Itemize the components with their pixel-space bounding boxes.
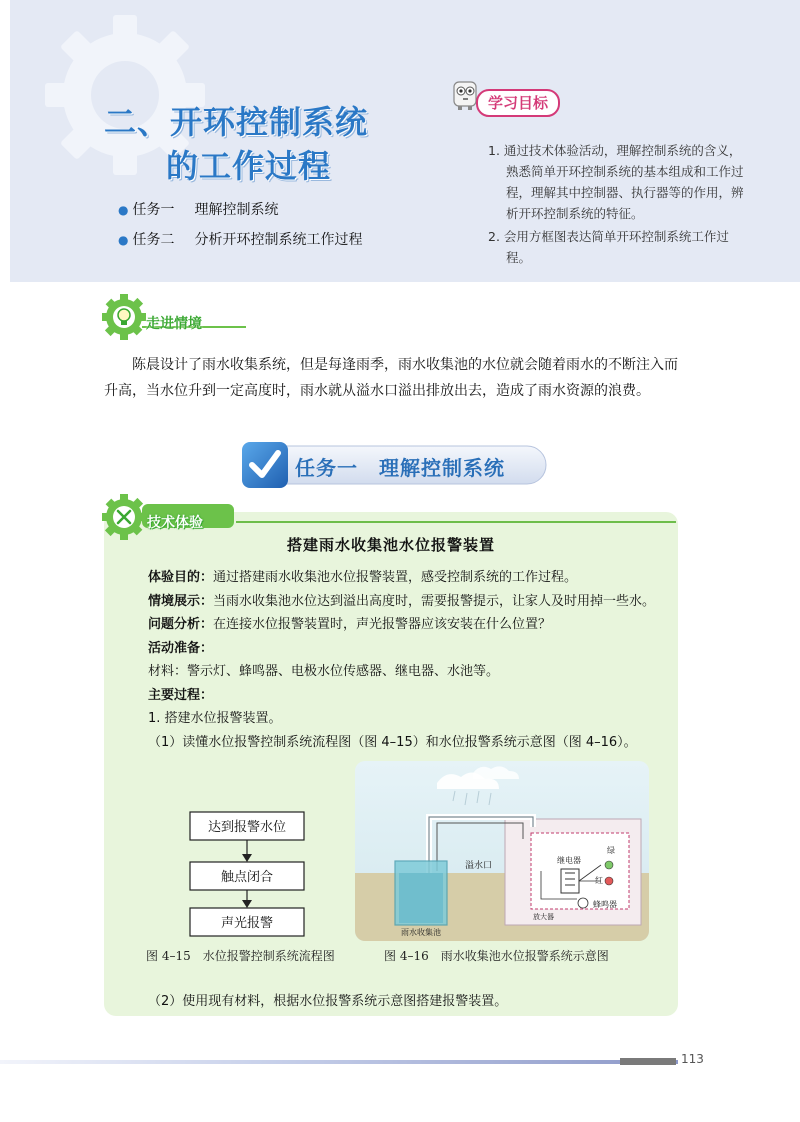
- green-light-icon: [605, 861, 613, 869]
- divider: [236, 521, 676, 523]
- question-row: [148, 613, 668, 637]
- footer-bar: [620, 1058, 676, 1065]
- figure-caption: 图 4–15 水位报警控制系统流程图: [146, 949, 335, 963]
- relay-label: 继电器: [557, 856, 581, 865]
- prep-label: 活动准备：: [148, 640, 214, 656]
- page-title: [104, 100, 368, 188]
- step-1-2: （2）使用现有材料，根据水位报警系统示意图搭建报警装置。: [148, 994, 508, 1009]
- purpose-row: [148, 566, 668, 590]
- schematic-illustration: [355, 761, 649, 941]
- situation-label: 情境展示：: [148, 593, 214, 609]
- task-number: 任务二: [132, 232, 175, 248]
- pool-label: 雨水收集池: [401, 928, 441, 937]
- task-number: 任务一: [132, 202, 175, 218]
- buzzer-label: 蜂鸣器: [593, 900, 617, 909]
- flow-box-label: 声光报警: [220, 916, 274, 931]
- purpose-label: 体验目的：: [148, 570, 214, 585]
- materials-row: 材料：警示灯、蜂鸣器、电极水位传感器、继电器、水池等。: [148, 664, 500, 679]
- list-item: [118, 225, 362, 255]
- list-item: 2. 会用方框图表达简单开环控制系统工作过程。: [488, 229, 729, 265]
- amplifier-label: 放大器: [533, 913, 554, 921]
- step-1: 1. 搭建水位报警装置。: [148, 711, 282, 726]
- situation-row: [148, 590, 668, 614]
- list-item: 1. 通过技术体验活动，理解控制系统的含义，熟悉简单开环控制系统的基本组成和工作过程，理解其中控制器、执行器等的作用，辨析开环控制系统的特征。: [488, 143, 744, 221]
- flowchart: [150, 790, 350, 940]
- situation-text: 当雨水收集池水位达到溢出高度时，需要报警提示，让家人及时用掉一些水。: [213, 593, 656, 609]
- arrow-head-icon: [242, 854, 252, 862]
- task-text: 理解控制系统: [194, 202, 279, 218]
- task-text: 分析开环控制系统工作过程: [194, 232, 363, 248]
- prep-row: [148, 637, 668, 661]
- title-line-1: 二、开环控制系统: [104, 103, 369, 141]
- green-light-label: 绿: [607, 846, 615, 855]
- process-row: [148, 684, 668, 708]
- alarm-panel: [531, 833, 629, 909]
- red-light-label: 红: [595, 876, 603, 885]
- overflow-label: 溢水口: [465, 861, 493, 871]
- step-1-1: （1）读懂水位报警控制系统流程图（图 4–15）和水位报警系统示意图（图 4–16）。: [148, 734, 637, 750]
- figure-caption: 图 4–16 雨水收集池水位报警系统示意图: [384, 949, 609, 963]
- bullet-icon: ●: [118, 203, 129, 217]
- list-item: [118, 195, 362, 225]
- red-light-icon: [605, 877, 613, 885]
- title-line-2: 的工作过程: [166, 147, 332, 185]
- experience-label: 技术体验: [147, 515, 203, 531]
- process-label: 主要过程：: [148, 687, 214, 703]
- buzzer-icon: [578, 898, 588, 908]
- intro-paragraph: 陈晨设计了雨水收集系统，但是每逢雨季，雨水收集池的水位就会随着雨水的不断注入而升高，当水位升到一定高度时，雨水就从溢水口溢出排放出去，造成了雨水资源的浪费。: [104, 357, 678, 399]
- flow-box-label: 达到报警水位: [207, 820, 287, 835]
- arrow-head-icon: [242, 900, 252, 908]
- experience-body: [148, 566, 668, 754]
- question-text: 在连接水位报警装置时，声光报警器应该安装在什么位置？: [213, 617, 552, 632]
- experience-title: 搭建雨水收集池水位报警装置: [286, 536, 495, 554]
- task-banner-title: 任务一 理解控制系统: [295, 456, 505, 480]
- task-list: [118, 195, 362, 255]
- footer-rule: [0, 1060, 678, 1064]
- question-label: 问题分析：: [148, 617, 214, 632]
- bullet-icon: ●: [118, 233, 129, 247]
- flow-box-label: 触点闭合: [220, 870, 274, 885]
- scene-label: 走进情境: [146, 316, 202, 332]
- page-number: 113: [681, 1052, 704, 1066]
- learning-goals-badge: 学习目标: [476, 89, 560, 117]
- purpose-text: 通过搭建雨水收集池水位报警装置，感受控制系统的工作过程。: [213, 570, 578, 585]
- goals-list: [488, 140, 750, 270]
